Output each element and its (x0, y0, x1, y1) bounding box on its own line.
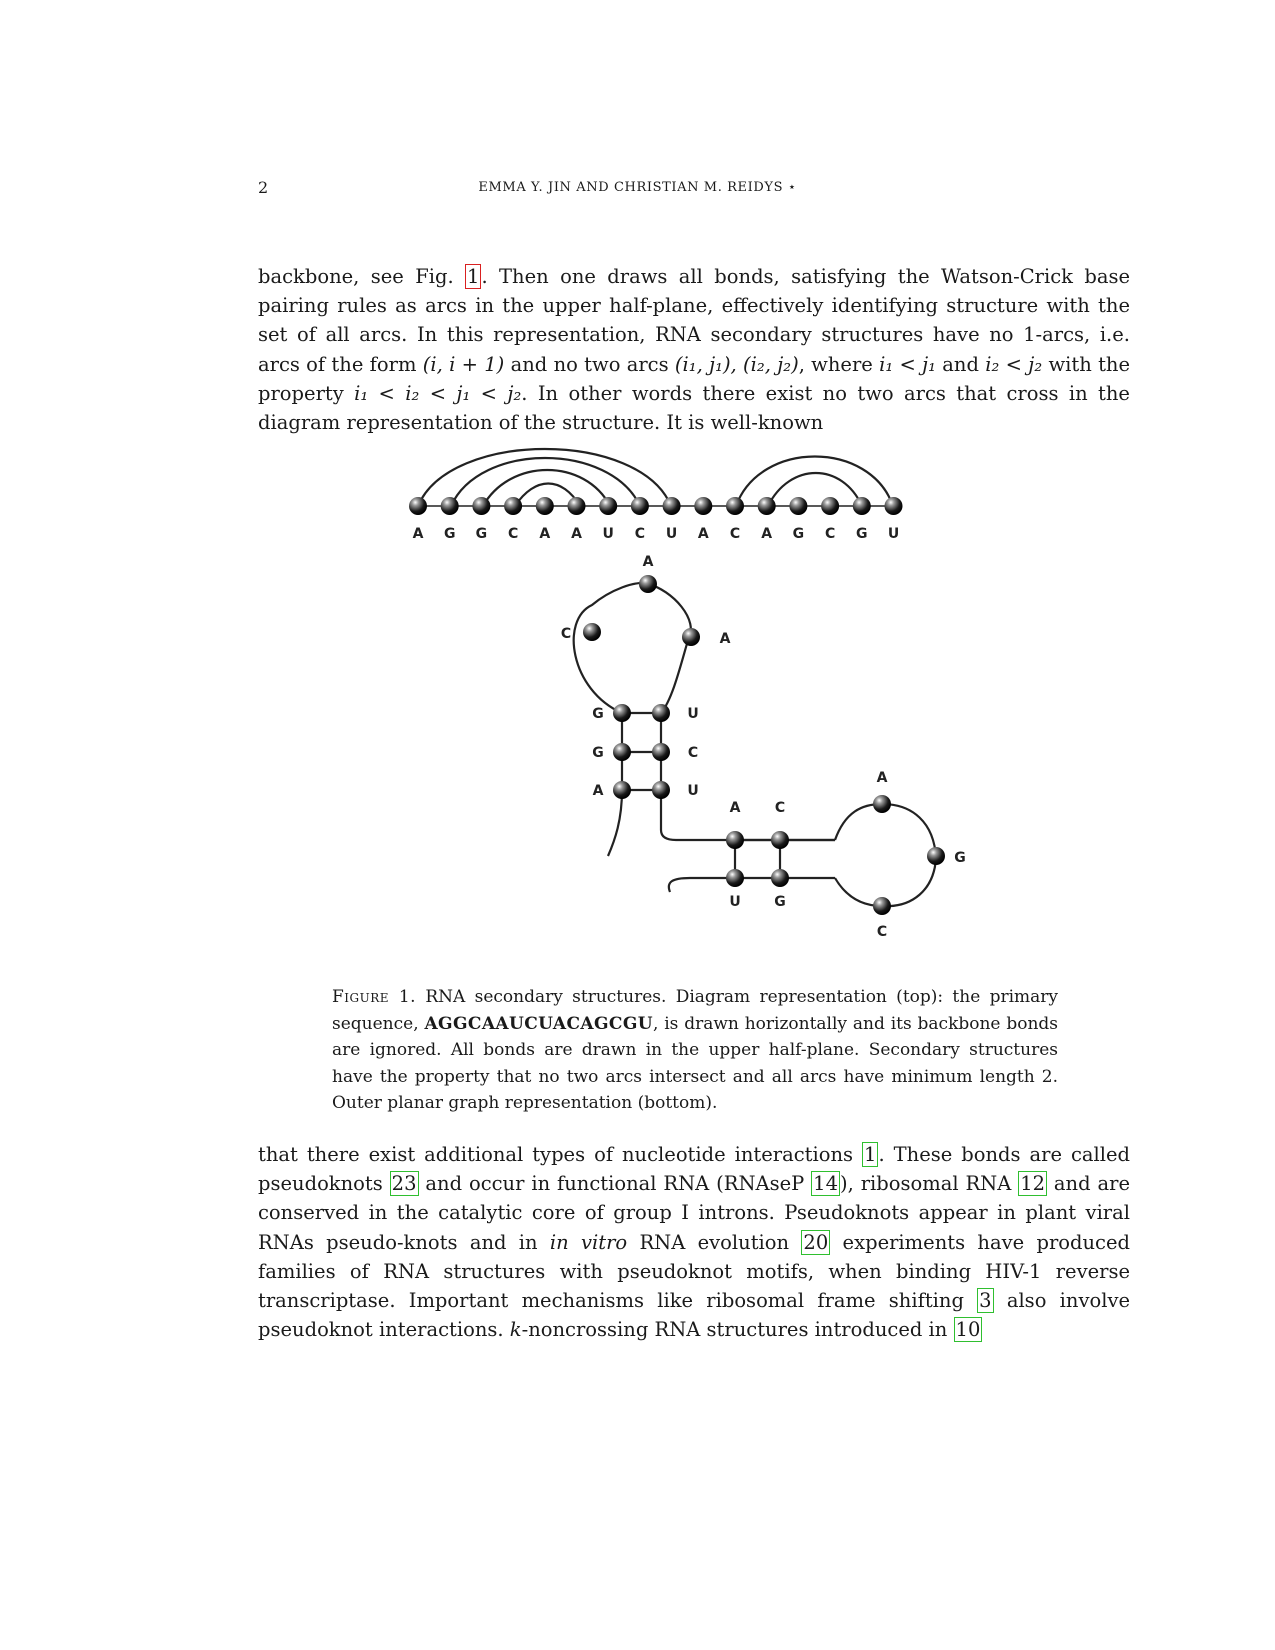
math-inline: i₂ < j₂ (985, 352, 1043, 376)
figure-label: Figure 1. (332, 987, 417, 1007)
nucleotide-letter-14: C (824, 526, 836, 542)
math-inline: (i, i + 1) (422, 352, 505, 376)
stem-1-right-letter-3: U (687, 783, 699, 799)
citation-link[interactable]: 14 (813, 1172, 838, 1196)
stem-1-right-letter-2: C (687, 745, 699, 761)
loop-2-right-node (927, 847, 945, 865)
nucleotide-9 (663, 497, 681, 515)
stem-1-right-node-3 (652, 781, 670, 799)
nucleotide-letter-8: C (634, 526, 646, 542)
text-span: that there exist additional types of nucleotide interactions (258, 1143, 863, 1166)
text-span: , where (798, 352, 880, 376)
nucleotide-8 (631, 497, 649, 515)
text-span: RNA evolution (627, 1230, 802, 1254)
loop-1-top-node (639, 575, 657, 593)
text-span: . Then one draws all bonds, satisfying the Watson-Crick base pairing rules as arcs in the upper half-plane, effectively identifying structure with the set of all arcs. In this representation, RNA secondary structures have no 1-arcs, i.e. arcs of the form (258, 265, 1131, 376)
nucleotide-16 (885, 497, 903, 515)
text-span: and are conserved in the catalytic core of group I introns. Pseudoknots appear in plant viral RNAs pseudo-knots and in (258, 1172, 1130, 1254)
nucleotide-letter-12: A (761, 526, 773, 542)
loop-2-top-node (873, 795, 891, 813)
graph-nucleotides (583, 575, 945, 915)
loop-2-backbone (835, 804, 936, 906)
loop-1-backbone (574, 583, 691, 713)
text-span: also involve pseudoknot interactions. (258, 1289, 1130, 1342)
text-span: and occur in functional RNA (RNAseP (418, 1172, 812, 1196)
nucleotide-letter-13: G (792, 526, 805, 542)
caption-text: , is drawn horizontally and its backbone bonds are ignored. All bonds are drawn in the upper half-plane. Secondary structures have the property that no two arcs intersect and all arcs have minimum length 2. Outer planar graph representation (bottom). (332, 1013, 1059, 1113)
nucleotide-1 (409, 497, 427, 515)
outer-planar-graph (574, 583, 936, 906)
arc-diagram (418, 449, 893, 506)
figure-reference-link[interactable]: 1 (467, 265, 480, 288)
caption-text: RNA secondary structures. Diagram representation (top): the primary sequence, (332, 987, 1058, 1034)
stem-1-right-letter-1: U (687, 706, 699, 722)
text-span: backbone, see Fig. (258, 265, 466, 288)
stem-2-bottom-letter-1: U (729, 894, 741, 910)
stem-1-left-node-3 (613, 781, 631, 799)
stem-1-left-node-2 (613, 743, 631, 761)
stem-1-right-node-1 (652, 704, 670, 722)
stem-2-bottom-node-1 (726, 869, 744, 887)
loop-2-right-letter: G (954, 850, 966, 866)
citation-link[interactable]: 1 (864, 1143, 877, 1166)
stem-2-bottom-rail (669, 878, 835, 892)
citation-link[interactable]: 23 (391, 1172, 417, 1196)
nucleotide-13 (789, 497, 807, 515)
nucleotide-letter-3: G (475, 526, 488, 542)
nucleotide-letter-6: A (571, 526, 582, 542)
page-number: 2 (258, 178, 269, 197)
nucleotide-letter-16: U (887, 526, 900, 542)
stem-2-top-letter-2: C (774, 800, 786, 816)
text-span: experiments have produced families of RNA structures with pseudoknot motifs, when binding HIV-1 reverse transcriptase. Important mechanisms like ribosomal frame shifting (258, 1230, 1130, 1313)
text-span: with the property (258, 352, 1130, 405)
loop-2-top-letter: A (876, 770, 888, 786)
nucleotide-5 (536, 497, 554, 515)
text-span: and (936, 352, 986, 376)
stem-2-top-letter-1: A (729, 800, 741, 816)
stem-2-bottom-letter-2: G (774, 894, 786, 910)
nucleotide-letter-4: C (507, 526, 519, 542)
caption-sequence: AGGCAAUCUACAGCGU (424, 1013, 653, 1034)
loop-1-left-node (583, 623, 601, 641)
nucleotide-11 (726, 497, 744, 515)
nucleotide-2 (441, 497, 459, 515)
text-span: and no two arcs (504, 352, 675, 376)
paragraph-bottom (258, 1140, 1130, 1344)
nucleotide-12 (758, 497, 776, 515)
citation-link[interactable]: 12 (1020, 1172, 1046, 1196)
stem-2-top-node-1 (726, 831, 744, 849)
figure-caption (332, 984, 1058, 1117)
stem-2-top-node-2 (771, 831, 789, 849)
stem-1-left-letter-1: G (592, 706, 604, 722)
nucleotide-15 (853, 497, 871, 515)
stem-1-left-letter-3: A (592, 783, 604, 799)
nucleotide-7 (599, 497, 617, 515)
loop-1-left-letter: C (560, 626, 572, 642)
nucleotide-letter-10: A (697, 526, 709, 542)
stem-1-right-node-2 (652, 743, 670, 761)
text-span: . These bonds are called pseudoknots (258, 1143, 1130, 1196)
running-head: EMMA Y. JIN AND CHRISTIAN M. REIDYS ⋆ (478, 180, 797, 195)
nucleotide-14 (821, 497, 839, 515)
math-inline: i₁ < i₂ < j₁ < j₂ (354, 381, 522, 405)
loop-1-right-node (682, 628, 700, 646)
text-span: -noncrossing RNA structures introduced in (521, 1318, 954, 1342)
arc-12-15 (768, 473, 862, 506)
nucleotide-3 (472, 497, 490, 515)
nucleotide-letter-1: A (412, 526, 424, 542)
arc-11-16 (736, 457, 893, 507)
stem-1-left-letter-2: G (592, 745, 604, 761)
citation-link[interactable]: 3 (979, 1289, 992, 1313)
citation-link[interactable]: 20 (803, 1230, 829, 1254)
stem-2-bottom-node-2 (771, 869, 789, 887)
nucleotide-4 (504, 497, 522, 515)
nucleotide-letter-15: G (856, 526, 868, 542)
nucleotide-letter-11: C (729, 526, 741, 542)
math-inline: (i₁, j₁), (i₂, j₂) (674, 352, 799, 376)
nucleotide-10 (694, 497, 712, 515)
italic-text: in vitro (549, 1230, 628, 1254)
math-inline: i₁ < j₁ (879, 352, 936, 376)
nucleotide-6 (568, 497, 586, 515)
citation-link[interactable]: 10 (955, 1318, 981, 1342)
loop-1-right-letter: A (719, 631, 731, 647)
loop-1-top-letter: A (642, 554, 654, 570)
italic-text: k (509, 1318, 522, 1342)
nucleotide-letter-5: A (539, 526, 551, 542)
text-span: ), ribosomal RNA (839, 1172, 1019, 1196)
stem-1-left-node-1 (613, 704, 631, 722)
five-prime-tail (608, 790, 622, 856)
nucleotide-letter-7: U (602, 526, 614, 542)
nucleotide-letter-2: G (443, 526, 456, 542)
nucleotide-letter-9: U (665, 526, 678, 542)
text-span: . In other words there exist no two arcs that cross in the diagram representation of the structure. It is well-known (258, 381, 1130, 435)
diagram-letters (413, 526, 900, 542)
loop-2-bottom-letter: C (876, 924, 888, 940)
loop-2-bottom-node (873, 897, 891, 915)
